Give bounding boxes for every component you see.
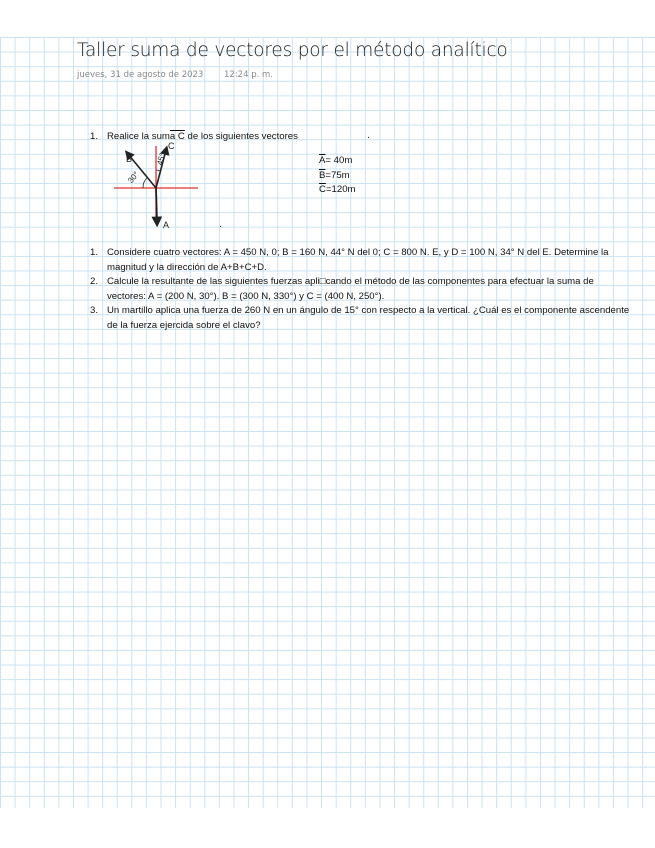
label-B: B <box>126 154 133 164</box>
label-A: A <box>163 220 170 230</box>
magnitude-C-value: =120m <box>325 184 356 195</box>
magnitude-C <box>319 184 356 195</box>
question-item-number: 2. <box>90 276 99 287</box>
magnitude-A-symbol: $\overline{A}$ <box>319 155 326 166</box>
bottom-margin <box>0 808 655 848</box>
question-1-number: 1. <box>90 131 99 142</box>
magnitude-C-symbol: $\overline{C}$ <box>319 184 326 195</box>
question-1-vector-symbol: a C <box>169 131 185 142</box>
magnitude-B-symbol: $\overline{B}$ <box>319 170 326 181</box>
magnitude-A <box>319 155 352 166</box>
question-1-text-after: de los siguientes vectores <box>184 131 298 142</box>
question-1-text-before: Realice la sum <box>107 131 170 142</box>
question-item-text: Calcule la resultante de las siguientes fuerzas apli□cando el método de las componentes para efectuar la suma de vectores: A = (200 N, 30°). B = (300 N, 330°) y C = (400 N, 250°). <box>107 276 594 302</box>
vector-A <box>156 188 157 222</box>
question-item-number: 3. <box>90 305 99 316</box>
top-margin <box>0 0 655 37</box>
question-item-text: Un martillo aplica una fuerza de 260 N en un ángulo de 15° con respecto a la vertical. ¿Cuál es el componente ascendente de la fuerza ejercida sobre el clavo? <box>107 305 630 331</box>
angle-B: 30° <box>126 169 141 185</box>
page-date: jueves, 31 de agosto de 2023 <box>77 70 204 80</box>
angle-arc-B <box>143 178 147 188</box>
page-time: 12:24 p. m. <box>224 70 273 80</box>
question-1-trailing-dot: . <box>367 131 370 141</box>
label-C: C <box>168 141 175 151</box>
magnitude-A-value: = 40m <box>325 155 353 166</box>
magnitude-B <box>319 170 350 181</box>
question-item-text: Considere cuatro vectores: A = 450 N, 0; B = 160 N, 44° N del 0; C = 800 N. E, y D = 100 N, 34° N del E. Determine la magnitud y la dirección de A+B+C+D. <box>107 247 609 273</box>
magnitude-B-value: =75m <box>325 170 350 181</box>
page-title: Taller suma de vectores por el método analítico <box>77 40 508 61</box>
vector-diagram <box>110 140 220 235</box>
angle-C: 45° <box>155 152 168 167</box>
figure-trailing-dot: . <box>219 220 222 230</box>
question-item-number: 1. <box>90 247 99 258</box>
